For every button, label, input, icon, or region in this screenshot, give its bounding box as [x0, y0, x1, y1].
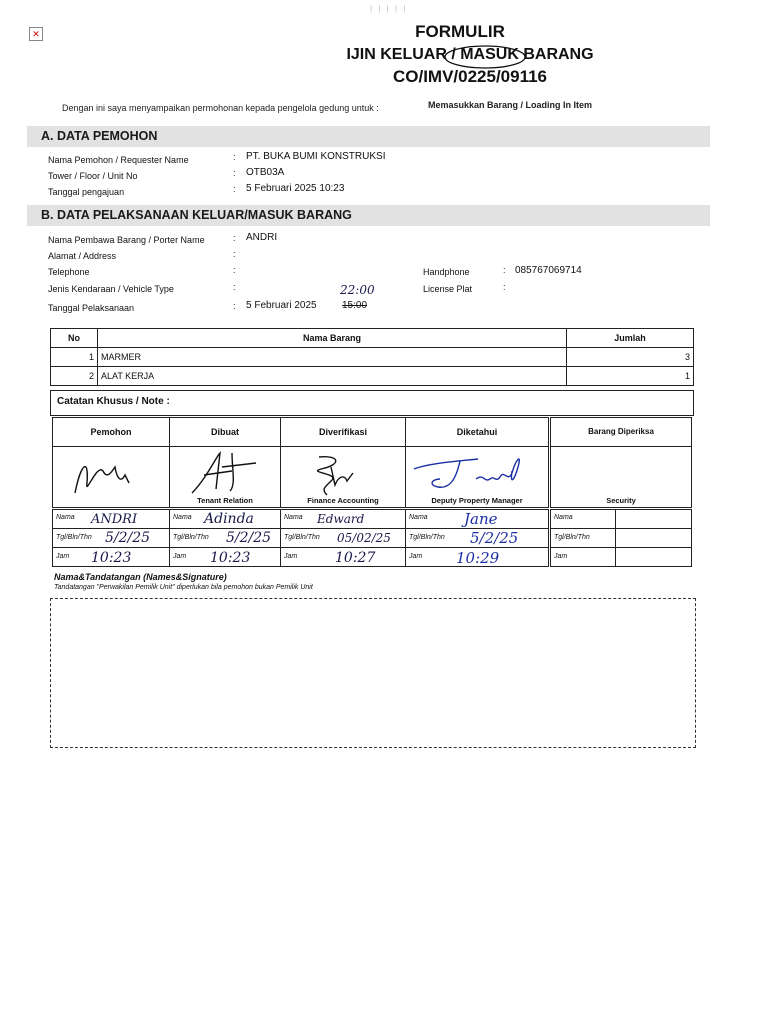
name-cell [405, 509, 549, 529]
sig-header-pemohon: Pemohon [90, 427, 132, 437]
tgl-label: Tgl/Bln/Thn [554, 534, 590, 541]
address-label: Alamat / Address [48, 251, 117, 261]
nama-label: Nama [284, 514, 303, 521]
handphone-label: Handphone [423, 267, 470, 277]
exec-time-struck: 15:00 [342, 300, 368, 311]
porter-label: Nama Pembawa Barang / Porter Name [48, 235, 205, 245]
time-value-cell [615, 547, 692, 567]
role-label: Finance Accounting [307, 496, 379, 505]
intro-text: Dengan ini saya menyampaikan permohonan kepada pengelola gedung untuk : [62, 103, 379, 113]
note-label: Catatan Khusus / Note : [57, 396, 170, 407]
request-type: Memasukkan Barang / Loading In Item [428, 100, 593, 110]
signer-time: 10:27 [335, 550, 376, 566]
form-title: FORMULIR [415, 22, 505, 41]
sig-header-cell [52, 417, 170, 447]
submit-date-label: Tanggal pengajuan [48, 187, 125, 197]
date-cell [52, 528, 170, 548]
items-table [50, 328, 694, 386]
dashed-attachment-box [50, 598, 696, 748]
jam-label: Jam [173, 553, 187, 560]
date-cell [169, 528, 281, 548]
tgl-label: Tgl/Bln/Thn [173, 534, 209, 541]
date-value-cell [615, 528, 692, 548]
jam-label: Jam [409, 553, 423, 560]
sig-header-diverifikasi: Diverifikasi [318, 427, 368, 437]
requester-value: PT. BUKA BUMI KONSTRUKSI [246, 151, 386, 162]
section-a-title: A. DATA PEMOHON [41, 129, 158, 143]
vehicle-label: Jenis Kendaraan / Vehicle Type [48, 284, 174, 294]
name-cell [52, 509, 170, 529]
time-cell [169, 547, 281, 567]
tgl-label: Tgl/Bln/Thn [409, 534, 445, 541]
footer-signature-note: Nama&Tandatangan (Names&Signature) [54, 572, 227, 582]
signer-date: 5/2/25 [226, 530, 272, 546]
date-cell [550, 528, 616, 548]
scan-marks: | | | | | [370, 4, 408, 13]
exec-date-label: Tanggal Pelaksanaan [48, 303, 135, 313]
jam-label: Jam [56, 553, 70, 560]
nama-label: Nama [554, 514, 573, 521]
signer-time: 10:23 [210, 550, 251, 566]
porter-value: ANDRI [246, 232, 278, 243]
name-cell [550, 509, 616, 529]
form-number: CO/IMV/0225/09116 [392, 67, 548, 86]
signer-time: 10:29 [456, 549, 500, 567]
col-no: No [51, 329, 98, 348]
tgl-label: Tgl/Bln/Thn [56, 534, 92, 541]
row-no: 2 [51, 367, 98, 386]
signer-time: 10:23 [91, 550, 132, 566]
signer-date: 05/02/25 [337, 531, 391, 545]
row-no: 1 [51, 348, 98, 367]
table-row [51, 367, 694, 386]
sig-box-diperiksa [550, 446, 692, 508]
signer-name: ANDRI [91, 512, 138, 527]
signer-date: 5/2/25 [105, 530, 151, 546]
sig-box-diverifikasi [280, 446, 406, 508]
colon: : [233, 249, 236, 259]
row-item-name: ALAT KERJA [98, 367, 567, 386]
col-item-name: Nama Barang [98, 329, 567, 348]
name-value-cell [615, 509, 692, 529]
jam-label: Jam [554, 553, 568, 560]
sig-header-diketahui: Diketahui [456, 427, 498, 437]
signer-name: Edward [317, 512, 365, 526]
footer-representative-note: Tandatangan "Perwakilan Pemilik Unit" diperlukan bila pemohon bukan Pemilik Unit [54, 584, 313, 591]
signer-name: Jane [464, 510, 498, 528]
row-qty: 3 [567, 348, 694, 367]
sig-header-cell [169, 417, 281, 447]
colon: : [233, 184, 236, 194]
colon: : [503, 282, 506, 292]
colon: : [233, 152, 236, 162]
signer-name: Adinda [204, 511, 254, 527]
form-subtitle: IJIN KELUAR / MASUK BARANG [346, 46, 594, 63]
requester-label: Nama Pemohon / Requester Name [48, 155, 189, 165]
exec-date-value: 5 Februari 2025 [246, 300, 317, 311]
nama-label: Nama [173, 514, 192, 521]
colon: : [503, 265, 506, 275]
unit-label: Tower / Floor / Unit No [48, 171, 138, 181]
role-label: Security [606, 496, 636, 505]
colon: : [233, 301, 236, 311]
colon: : [233, 168, 236, 178]
signature-mark [410, 449, 530, 497]
name-cell [169, 509, 281, 529]
time-cell [550, 547, 616, 567]
row-qty: 1 [567, 367, 694, 386]
date-cell [280, 528, 406, 548]
role-label: Deputy Property Manager [431, 496, 523, 505]
sig-header-cell [280, 417, 406, 447]
note-box [50, 390, 694, 416]
sig-box-dibuat [169, 446, 281, 508]
plate-label: License Plat [423, 284, 473, 294]
time-cell [405, 547, 549, 567]
colon: : [233, 233, 236, 243]
colon: : [233, 282, 236, 292]
row-item-name: MARMER [98, 348, 567, 367]
signature-mark [186, 449, 266, 495]
nama-label: Nama [56, 514, 75, 521]
jam-label: Jam [284, 553, 298, 560]
nama-label: Nama [409, 514, 428, 521]
submit-date-value: 5 Februari 2025 10:23 [246, 183, 345, 194]
name-cell [280, 509, 406, 529]
section-b-title: B. DATA PELAKSANAAN KELUAR/MASUK BARANG [41, 208, 352, 222]
sig-box-pemohon [52, 446, 170, 508]
sig-header-dibuat: Dibuat [211, 427, 239, 437]
time-cell [280, 547, 406, 567]
broken-image-icon: ✕ [29, 27, 43, 41]
colon: : [233, 265, 236, 275]
masuk-circle-mark [440, 42, 530, 72]
role-label: Tenant Relation [197, 496, 253, 505]
table-row [51, 348, 694, 367]
sig-header-cell [405, 417, 549, 447]
date-cell [405, 528, 549, 548]
signer-date: 5/2/25 [470, 529, 519, 547]
handphone-value: 085767069714 [515, 265, 582, 276]
tgl-label: Tgl/Bln/Thn [284, 534, 320, 541]
exec-time-handwritten: 22:00 [340, 283, 375, 297]
sig-header-cell [550, 417, 692, 447]
telephone-label: Telephone [48, 267, 90, 277]
sig-header-diperiksa: Barang Diperiksa [588, 427, 654, 436]
sig-box-diketahui [405, 446, 549, 508]
time-cell [52, 547, 170, 567]
unit-value: OTB03A [246, 167, 285, 178]
items-header-row [51, 329, 694, 348]
col-qty: Jumlah [567, 329, 694, 348]
signature-mark [301, 451, 371, 497]
signature-mark [67, 453, 137, 499]
